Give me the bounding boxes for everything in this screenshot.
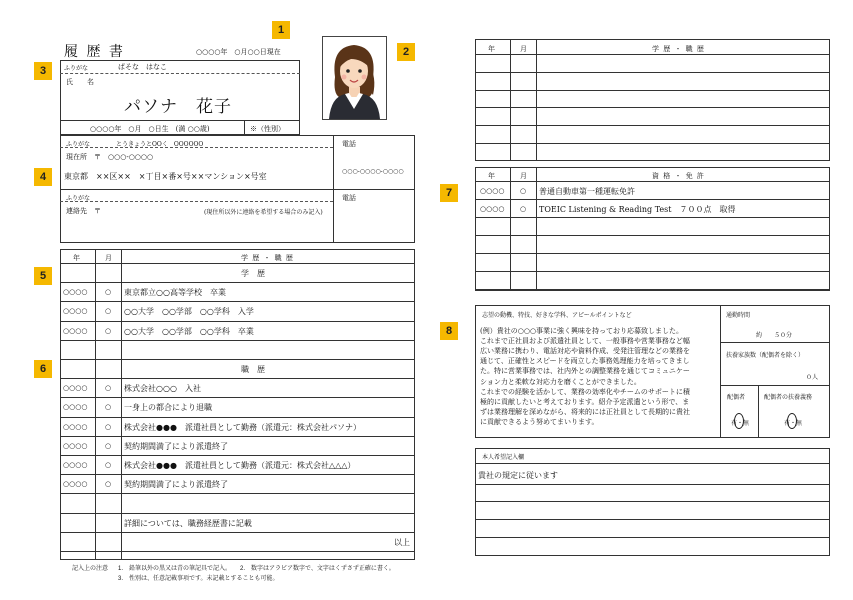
contact-phone-label: 電話 [342, 194, 356, 202]
history-left-text[interactable]: 学 歴 [241, 269, 265, 278]
table-row [61, 437, 414, 456]
history-left-text[interactable]: 職 歴 [241, 365, 265, 374]
badge-6: 6 [34, 360, 52, 378]
birth-value[interactable]: ○○○○年 ○月 ○日生 (満 ○○歳) [90, 125, 210, 133]
history-left-month[interactable]: ○ [105, 480, 112, 489]
history-left-header-title: 学 歴 ・ 職 歴 [241, 254, 294, 262]
license-header-month: 月 [520, 172, 527, 180]
person-photo-illustration [323, 37, 386, 119]
table-row [61, 379, 414, 398]
table-row [61, 418, 414, 437]
badge-8: 8 [440, 322, 458, 340]
table-row [61, 514, 414, 533]
table-row [61, 494, 414, 513]
history-left-text[interactable]: 一身上の都合により退職 [124, 403, 212, 413]
table-row [61, 475, 414, 494]
motivation-line: 広い業務に携わり、電話対応や資料作成、受発注管理などの業務を [480, 347, 690, 356]
history-left-header-month: 月 [105, 254, 112, 262]
history-left-year[interactable]: ○○○○ [63, 307, 88, 316]
badge-3: 3 [34, 62, 52, 80]
badge-1: 1 [272, 21, 290, 39]
spouse-support-circle [787, 413, 797, 429]
history-left-text[interactable]: 契約期間満了により派遣終了 [124, 441, 228, 451]
history-left-month[interactable]: ○ [105, 384, 112, 393]
motivation-line: に貢献できるよう努めてまいります。 [480, 417, 599, 426]
history-left-text[interactable]: 詳細については、職務経歴書に記載 [124, 518, 252, 528]
commute-value[interactable]: 約 ５０分 [756, 333, 793, 339]
license-year[interactable]: ○○○○ [480, 187, 505, 195]
table-row [61, 283, 414, 302]
history-left-month[interactable]: ○ [105, 288, 112, 297]
table-row [61, 398, 414, 417]
table-row [61, 302, 414, 321]
table-row [61, 264, 414, 283]
table-row[interactable] [476, 501, 829, 502]
license-table [475, 167, 830, 291]
table-row [61, 533, 414, 552]
history-table-left [60, 249, 415, 560]
address-furigana-value[interactable]: とうきょうとOOく OOOOOO [116, 141, 204, 148]
history-left-year[interactable]: ○○○○ [63, 384, 88, 393]
notes-label: 記入上の注意 [72, 566, 109, 572]
address-furigana-label: ふりがな [66, 141, 91, 148]
history-left-year[interactable]: ○○○○ [63, 288, 88, 297]
history-left-year[interactable]: ○○○○ [63, 480, 88, 489]
phone-label: 電話 [342, 140, 356, 148]
history-left-month[interactable]: ○ [105, 307, 112, 316]
history-right-header-month: 月 [520, 45, 527, 53]
history-left-text[interactable]: 契約期間満了により派遣終了 [124, 480, 228, 490]
history-left-year[interactable]: ○○○○ [63, 461, 88, 469]
table-row[interactable] [476, 272, 829, 290]
table-row [61, 322, 414, 341]
history-left-month[interactable]: ○ [105, 461, 112, 469]
history-right-header [476, 40, 829, 55]
history-left-year[interactable]: ○○○○ [63, 326, 88, 335]
history-table-right [475, 39, 830, 161]
motivation-line: これまで正社員および派遣社員として、一般事務や営業事務など幅 [480, 337, 690, 346]
history-left-month[interactable]: ○ [105, 422, 112, 431]
address-current-value[interactable]: 東京都 ××区×× ×丁目×番×号××マンション×号室 [64, 172, 267, 181]
name-furigana-label: ふりがな [64, 65, 89, 72]
contact-note: (現住所以外に連絡を希望する場合のみ記入) [204, 209, 323, 216]
license-header-year: 年 [488, 172, 495, 180]
badge-4: 4 [34, 168, 52, 186]
history-left-text[interactable]: 以上 [394, 537, 410, 547]
resume-date: ○○○○年 ○月○○日現在 [196, 48, 281, 56]
spouse-support-label: 配偶者の扶養義務 [764, 395, 813, 401]
table-row [61, 360, 414, 379]
contact-furigana-label: ふりがな [66, 195, 91, 202]
license-year[interactable]: ○○○○ [480, 205, 505, 213]
table-row[interactable] [476, 182, 829, 200]
table-row[interactable] [476, 126, 829, 144]
license-month[interactable]: ○ [520, 187, 527, 195]
spouse-label: 配偶者 [727, 395, 746, 401]
spouse-value[interactable]: 有・無 [731, 421, 750, 427]
history-left-text[interactable]: 株式会社○○○ 入社 [124, 384, 201, 394]
requests-title: 本人希望記入欄 [482, 455, 525, 461]
history-left-text[interactable]: 株式会社●●● 派遣社員として勤務（派遣元：株式会社パソナ） [124, 422, 361, 432]
dependents-value[interactable]: ０人 [806, 375, 819, 381]
motivation-line: これまでの経験を活かして、業務の効率化やチームのサポートに積 [480, 387, 690, 396]
table-row[interactable] [476, 55, 829, 73]
history-left-year[interactable]: ○○○○ [63, 441, 88, 450]
history-left-text[interactable]: 株式会社●●● 派遣社員として勤務（派遣元：株式会社△△△） [124, 461, 356, 470]
resume-title: 履 歴 書 [64, 44, 125, 60]
table-row[interactable] [476, 537, 829, 538]
motivation-line: 通じて、正確性とスピードを両立した事務処理能力を培ってきまし [480, 357, 690, 366]
history-left-text[interactable]: ○○大学 ○○学部 ○○学科 入学 [124, 307, 254, 317]
table-row[interactable] [476, 519, 829, 520]
photo [322, 36, 387, 120]
license-text[interactable]: TOEIC Listening & Reading Test ７００点 取得 [539, 205, 736, 214]
dependents-label: 扶養家族数（配偶者を除く） [726, 353, 805, 359]
motivation-line: (例）貴社の○○○事業に強く興味を持っており応募致しました。 [480, 327, 684, 335]
address-current-label: 現在所 〒 ○○○-○○○○ [66, 153, 154, 161]
history-left-text[interactable]: ○○大学 ○○学部 ○○学科 卒業 [124, 326, 254, 336]
table-row[interactable] [476, 484, 829, 485]
history-left-month[interactable]: ○ [105, 441, 112, 450]
contact-label: 連絡先 〒 [66, 207, 101, 215]
history-left-header-year: 年 [73, 254, 80, 262]
phone-value[interactable]: ○○○-○○○○-○○○○ [342, 168, 404, 175]
table-row[interactable] [476, 463, 829, 464]
table-row [61, 341, 414, 360]
history-left-header [61, 250, 414, 264]
table-row[interactable] [476, 91, 829, 109]
license-header [476, 168, 829, 182]
requests-block [475, 448, 830, 556]
spouse-support-value[interactable]: 有・無 [784, 421, 803, 427]
motivation-line: た。特に営業事務では、社内外との調整業務を通じてコミュニケー [480, 367, 690, 376]
notes-line-1: 1. 鉛筆以外の黒又は青の筆記具で記入。 2. 数字はアラビア数字で、文字はくずさず正確に書く。 [118, 566, 395, 572]
history-left-month[interactable]: ○ [105, 403, 112, 412]
motivation-line: ずは業務理解を深めながら、将来的には正社員として長期的に貴社 [480, 407, 690, 416]
motivation-title: 志望の動機、特技、好きな学科、アピールポイントなど [482, 313, 632, 319]
requests-value[interactable]: 貴社の規定に従います [478, 471, 558, 480]
motivation-line: 極的に貢献したいと考えております。紹介予定派遣という形で、ま [480, 397, 690, 406]
license-text[interactable]: 普通自動車第一種運転免許 [539, 187, 635, 196]
commute-label: 通勤時間 [726, 313, 751, 319]
history-left-month[interactable]: ○ [105, 326, 112, 335]
table-row[interactable] [476, 108, 829, 126]
table-row[interactable] [476, 218, 829, 236]
table-row[interactable] [476, 200, 829, 218]
name-furigana-value[interactable]: ぱそな はなこ [118, 63, 167, 71]
badge-7: 7 [440, 184, 458, 202]
spouse-circle [734, 413, 744, 429]
name-value[interactable]: パソナ 花子 [124, 97, 232, 117]
history-left-text[interactable]: 東京都立○○高等学校 卒業 [124, 288, 226, 298]
license-month[interactable]: ○ [520, 205, 527, 213]
history-left-year[interactable]: ○○○○ [63, 403, 88, 412]
gender-value[interactable]: ※（性別） [250, 125, 285, 133]
history-right-header-year: 年 [488, 45, 495, 53]
license-header-title: 資 格 ・ 免 許 [652, 172, 705, 180]
table-row[interactable] [476, 236, 829, 254]
table-row [61, 456, 414, 475]
notes-line-2: 3. 性別は、任意記載事項です。未記載とすることも可能。 [118, 576, 279, 582]
table-row[interactable] [476, 73, 829, 91]
history-right-header-title: 学 歴 ・ 職 歴 [652, 45, 705, 53]
name-label: 氏 名 [66, 78, 94, 86]
motivation-line: ション力と柔軟な対応力を磨くことができました。 [480, 377, 641, 386]
history-left-year[interactable]: ○○○○ [63, 422, 88, 431]
badge-5: 5 [34, 267, 52, 285]
badge-2: 2 [397, 43, 415, 61]
table-row[interactable] [476, 254, 829, 272]
